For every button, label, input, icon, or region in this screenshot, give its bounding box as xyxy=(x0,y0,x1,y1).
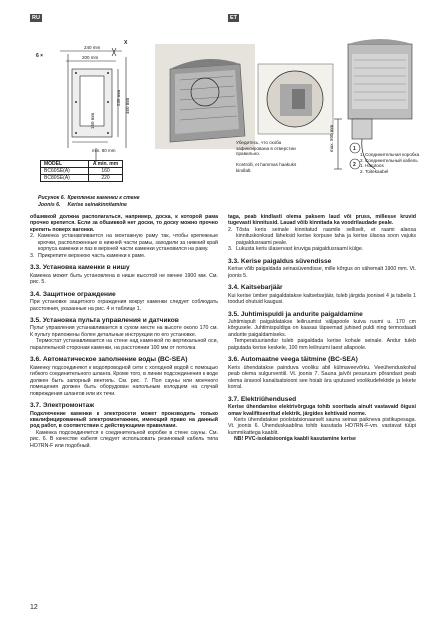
section-heading-3-3: 3.3. Установка каменки в нишу xyxy=(30,264,130,272)
section-heading-3-6: 3.6. Автоматическое заполнение воды (BC-SEA) xyxy=(30,356,188,364)
table-cell-model: BC60SE(A) xyxy=(41,168,89,175)
section-text: Temperatuuriandur tuleb paigaldada kerise kohale seinale. Andur tuleb paigutada kerise keskele, 100 mm leiliruumi laest allapoole. xyxy=(228,338,416,351)
list-item-text: Каменка устанавливается на монтажную раму так, чтобы крепежные крючки, расположенные в нижней части рамы, заходили за нижний край корпуса каменки и паз в верхней части каменки установился на раму. xyxy=(38,233,218,253)
caption-number: Joonis 6. xyxy=(38,202,61,208)
section-text: Kerise võib paigaldada seinasüvendisse, mille kõrgus on vähemalt 1900 mm. Vt. joonis 5. xyxy=(228,266,416,279)
section-heading-3-3: 3.3. Kerise paigaldus süvendisse xyxy=(228,257,332,265)
table-row xyxy=(41,168,123,175)
model-table xyxy=(40,160,123,182)
section-text: Kui kerise ümber paigaldatakse kaitsebarjäär, tuleb järgida joonisel 4 ja tabelis 1 toodud ohutuid kaugusi. xyxy=(228,292,416,306)
dim-240: 240 mm xyxy=(84,45,101,50)
list-item xyxy=(228,246,416,252)
section-text: При установке защитного ограждения вокруг каменки следует соблюдать расстояния, указанные на рис. 4 и таблице 1. xyxy=(30,299,218,312)
table-cell-model: BC80SE(A) xyxy=(41,175,89,182)
section-heading-3-5: 3.5. Juhtimispuldi ja andurite paigaldamine xyxy=(228,310,363,318)
intro-paragraph: обшивкой должна располагаться, например, доска, к которой рама прочно крепится. Если за обшивкой нет доски, то доску можно прочно крепить поверх вагонки. xyxy=(30,214,218,233)
page-number: 12 xyxy=(30,604,38,611)
table-cell-amin: 160 xyxy=(89,168,123,175)
list-item-number: 3. xyxy=(30,252,35,259)
step-list xyxy=(228,227,416,253)
section-heading-3-4: 3.4. Kaitsebarjäär xyxy=(228,284,283,292)
table-cell-amin: 220 xyxy=(89,175,123,182)
section-text: Термостат устанавливается на стене над каменкой по вертикальной оси, параллельной сторонам каменки, на расстоянии 100 мм от потолка xyxy=(30,338,218,351)
list-item-number: 2. xyxy=(30,233,35,240)
section-text: Каменка может быть установлена в нише высотой не менее 1900 мм. См. рис. 5. xyxy=(30,272,218,286)
column-et xyxy=(228,214,416,443)
section-text: Пульт управления устанавливается в сухом месте на высоте около 170 см. К пульту приложены более детальные инструкции по его установке. xyxy=(30,325,218,338)
legend-item: 1. Соединительная коробка xyxy=(360,152,420,157)
list-item xyxy=(228,227,416,246)
dim-max-500: max. 500 mm xyxy=(329,124,334,152)
section-text: Juhtimispult paigaldatakse leiliruumist väljapoole kuiva ruumi u. 170 cm kõrgusele. Juhtimispuldiga on kaasas täpsemad juhised puldi ning termostaadi andurite paigaldamiseks. xyxy=(228,319,416,338)
dim-460: 460 mm xyxy=(125,97,130,114)
figure-caption-et xyxy=(38,202,127,208)
figure-legend xyxy=(360,152,419,174)
list-item-text: Lukusta keris ülaservast kruviga paigaldusraami külge. xyxy=(236,246,364,253)
table-header-amin: A min. mm xyxy=(89,161,123,168)
dim-230: 230 mm xyxy=(116,89,121,106)
intro-paragraph: taga, peab kindlasti olema paksem laud või pruss, millesse kruvid tugevasti kinnitusid. Lauad võib kinnitada ka voodrilaudade peale. xyxy=(228,214,416,227)
section-text: Каменка подсоединяется к соединительной коробке в стене сауны. См. рис. 6. В качестве кабеля следует использовать резиновый кабель типа HO7RN-F или подобный. xyxy=(30,429,218,449)
section-heading-3-7: 3.7. Elektriühendused xyxy=(228,395,297,403)
section-text: Keris ühendatakse painduva vooliku abil külmaveevõrku. Veeühenduskohal peab olema sulgurventiil. Vt. joonis 7. Sauna ja/või pesuruum põrandast peab olema äravool kanalisatsiooni see hoiab ära uputused voolikudefektide ja lekete korral. xyxy=(228,364,416,391)
figure-caption-ru xyxy=(38,195,140,201)
table-header-model: MODEL xyxy=(41,161,89,168)
legend-item: 2. Соединительный кабель xyxy=(360,157,418,163)
section-heading-3-4: 3.4. Защитное ограждение xyxy=(30,290,116,298)
dim-200: 200 mm xyxy=(82,55,99,60)
warning-paragraph: Kerise ühendamise elektrivõrguga tohib sooritada ainult vastavaid õigusi omav kvalifitseeritud elektrik, järgides kehtivaid norme. xyxy=(228,404,416,417)
section-heading-3-6: 3.6. Automaatne veega täitmine (BC-SEA) xyxy=(228,356,358,364)
list-item-number: 3. xyxy=(228,246,233,253)
figure-6 xyxy=(30,24,426,207)
screw-count-label: 6 × xyxy=(36,53,44,59)
marker-1: 1 xyxy=(353,146,356,152)
note-ru: Убедитесь, что скоба зафиксирована в отверстии правильно. xyxy=(236,140,296,157)
warning-paragraph: Подключение каменки к электросети может производить только квалифицированный электромонтажник, имеющий право на данный род работ, в соответствии с действующими правилами. xyxy=(30,410,218,430)
section-heading-3-5: 3.5. Установка пульта управления и датчиков xyxy=(30,316,179,324)
dim-x-label: X xyxy=(124,40,128,46)
section-heading-3-7: 3.7. Электромонтаж xyxy=(30,402,94,410)
caption-number: Рисунок 6. xyxy=(38,195,66,201)
section-text: Каменку подсоединяют к водопроводной сети с холодной водой с помощью гибкого соединительного шланга. Кроме того, в линии подсоединения к воде должен быть запорный вентиль. См. рис. 7. Пол сауны или моечного помещения должен быть оборудован напольным колодцем на случай повреждения шлангов или их течи. xyxy=(30,364,218,397)
column-ru xyxy=(30,214,218,449)
language-tag-ru: RU xyxy=(32,15,40,21)
caption-text: Крепление каменки к стене xyxy=(67,195,140,201)
list-item-text: Прикрепите верхнюю часть каменки к раме. xyxy=(38,252,146,259)
marker-2: 2 xyxy=(353,162,356,168)
list-item-number: 2. xyxy=(228,226,233,233)
section-text: Keris ühendatakse poolstatsionaarselt sauna seinas paikneva pistikupesaga. Vt. joonis 6. Ühenduskaablina tohib kasutada HO7RN-F-vm. vastavat tüüpi kummikattega kaablit. xyxy=(228,417,416,436)
list-item-text: Tõsta keris seinale kinnitatud raamile selliselt, et raami alaosa kinnituskonksud läheksid kerise korpuse taha ja kerise ülaosa soon vajuks paigaldusraami peale. xyxy=(236,226,416,246)
list-item xyxy=(30,233,218,252)
warning-note: NB! PVC-isolatsiooniga kaabli kasutamine kerise xyxy=(234,436,356,443)
table-row xyxy=(41,175,123,182)
legend-item: 2. Toitekaabel xyxy=(360,168,389,174)
list-item xyxy=(30,253,218,259)
legend-item: 1. Harutoos xyxy=(360,163,384,169)
step-list xyxy=(30,233,218,259)
dim-min-80: min. 80 mm xyxy=(92,148,116,153)
dim-150: 150 mm xyxy=(90,112,95,129)
note-et: Kontrolli, et hammas haakuks kindlalt. xyxy=(236,162,297,173)
language-tag-et: ET xyxy=(230,15,238,21)
caption-text: Kerise seinakinnitamine xyxy=(67,202,127,208)
